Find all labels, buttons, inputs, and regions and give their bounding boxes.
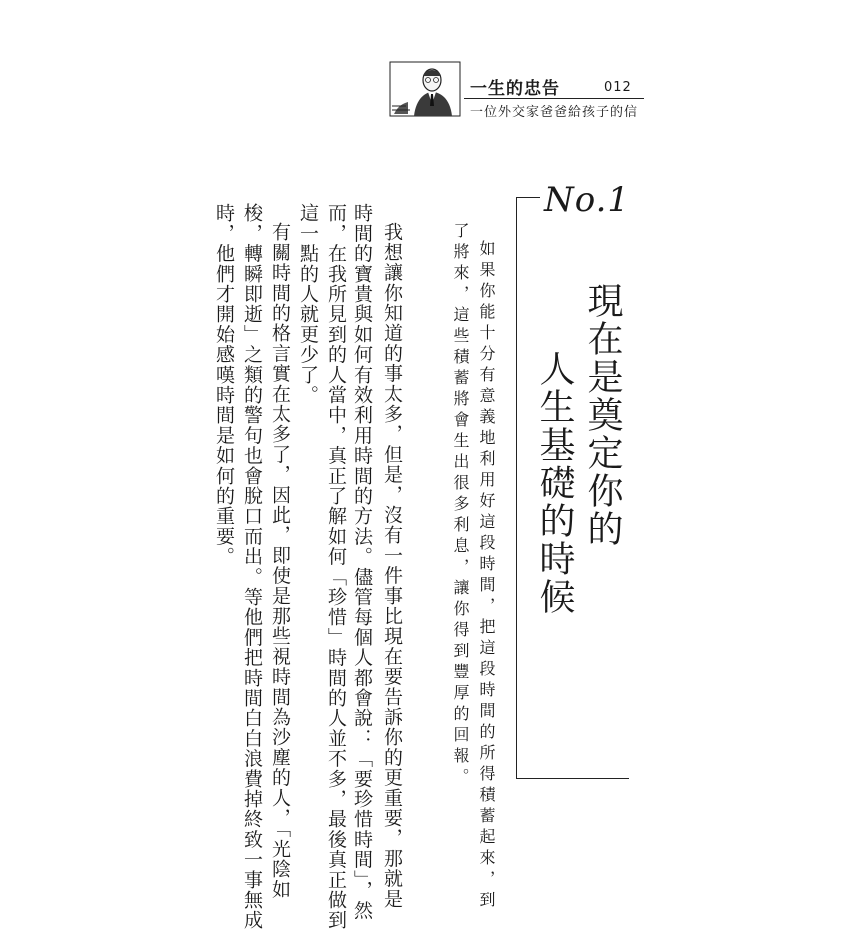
body-line-5: 有關時間的格言實在太多了，因此，即使是那些視時間為沙塵的人，「光陰如 xyxy=(269,222,291,900)
body-line-4: 這一點的人就更少了。 xyxy=(297,203,319,405)
book-title: 一生的忠告 xyxy=(470,79,560,99)
intro-line-1: 如果你能十分有意義地利用好這段時間，把這段時間的所得積蓄起來，到 xyxy=(477,240,496,912)
body-line-7: 時，他們才開始感嘆時間是如何的重要。 xyxy=(213,203,235,567)
body-line-3: 而，在我所見到的人當中，真正了解如何「珍惜」時間的人並不多，最後真正做到 xyxy=(325,203,347,930)
body-line-6: 梭，轉瞬即逝」之類的警句也會脫口而出。等他們把時間白白浪費掉終致一事無成 xyxy=(241,203,263,930)
chapter-number: No.1 xyxy=(540,180,634,220)
body-line-2: 時間的寶貴與如何有效利用時間的方法。儘管每個人都會說：「要珍惜時間」，然 xyxy=(351,203,373,921)
author-portrait-illustration xyxy=(388,60,462,118)
page-number: 012 xyxy=(604,80,632,95)
chapter-title-line-1: 現在是奠定你的 xyxy=(582,282,623,548)
intro-line-2: 了將來，這些積蓄將會生出很多利息，讓你得到豐厚的回報。 xyxy=(451,222,470,789)
book-subtitle: 一位外交家爸爸給孩子的信 xyxy=(470,105,639,120)
header-divider xyxy=(464,98,644,99)
page-header xyxy=(388,60,650,118)
chapter-title-line-2: 人生基礎的時候 xyxy=(534,350,575,616)
body-line-1: 我想讓你知道的事太多，但是，沒有一件事比現在要告訴你的更重要，那就是 xyxy=(381,222,403,909)
